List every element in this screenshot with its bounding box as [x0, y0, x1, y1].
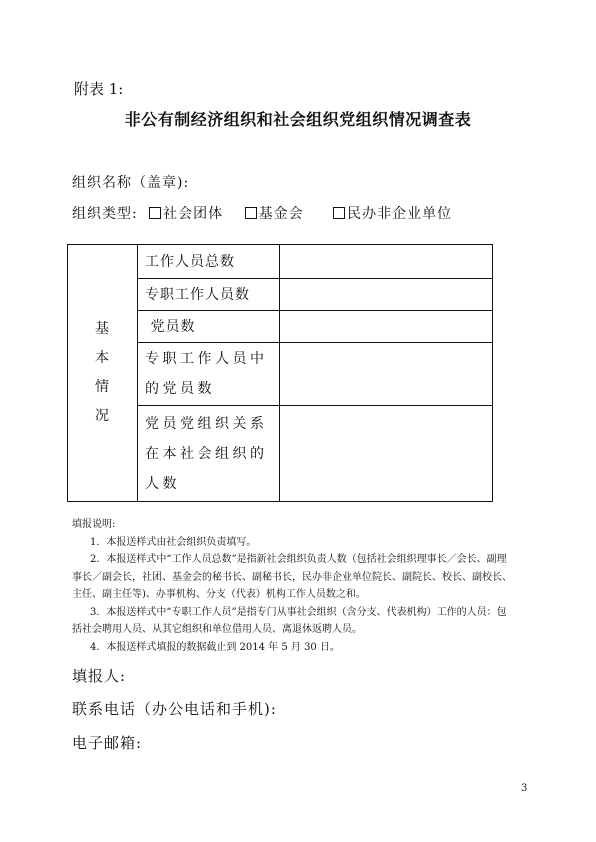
checkbox-icon[interactable]: [333, 207, 345, 219]
row-label-total-staff: 工作人员总数: [138, 245, 280, 279]
value-cell-fulltime-party-members[interactable]: [280, 343, 493, 406]
page-title: 非公有制经济组织和社会组织党组织情况调查表: [124, 110, 472, 129]
option-label: 民办非企业单位: [347, 206, 453, 222]
org-type-label: 组织类型:: [72, 206, 138, 222]
org-type-option-private-nonenterprise[interactable]: [333, 206, 452, 222]
org-type-option-social-group[interactable]: [149, 206, 223, 222]
row-label-party-relation-members: 党员党组织关系在本社会组织的人数: [138, 406, 280, 502]
value-cell-party-members[interactable]: [280, 311, 493, 343]
value-cell-fulltime-staff[interactable]: [280, 279, 493, 311]
email-label: 电子邮箱:: [72, 734, 143, 752]
row-label-fulltime-party-members: 专职工作人员中的党员数: [138, 343, 280, 406]
checkbox-icon[interactable]: [149, 207, 161, 219]
notes-heading: 填报说明:: [72, 519, 116, 530]
side-char: 况: [95, 408, 110, 424]
note-item: 1．本报送样式由社会组织负责填写。: [90, 536, 257, 548]
fill-notes: [72, 516, 512, 656]
option-label: 基金会: [258, 206, 304, 222]
note-item: 4．本报送样式填报的数据截止到 2014 年 5 月 30 日。: [90, 641, 340, 653]
side-char: 基: [95, 321, 110, 337]
side-char: 情: [95, 379, 110, 395]
note-item: 3．本报送样式中“专职工作人员”是指专门从事社会组织（含分支、代表机构）工作的人员：包括社会聘用人员、从其它组织和单位借用人员、离退休返聘人员。: [72, 606, 507, 635]
annex-label: 附表 1:: [74, 80, 124, 98]
page-number: 3: [521, 783, 528, 794]
side-header: [68, 245, 138, 502]
option-label: 社会团体: [163, 206, 224, 222]
value-cell-total-staff[interactable]: [280, 245, 493, 279]
note-item: 2．本报送样式中“工作人员总数”是指新社会组织负责人数（包括社会组织理事长／会长、副理事长／副会长，社团、基金会的秘书长、副秘书长，民办非企业单位院长、副院长、校长、副校长、主任、副主任等)、办事机构、分支（代表）机构工作人员数之和。: [72, 554, 512, 600]
row-label-party-members: 党员数: [138, 311, 280, 343]
side-char: 本: [95, 350, 110, 366]
value-cell-party-relation-members[interactable]: [280, 406, 493, 502]
org-type-row: [72, 203, 452, 223]
org-name-label: 组织名称（盖章):: [72, 175, 190, 191]
org-type-option-foundation[interactable]: [245, 206, 304, 222]
phone-label: 联系电话（办公电话和手机):: [72, 700, 277, 718]
checkbox-icon[interactable]: [245, 207, 257, 219]
filler-label: 填报人:: [72, 667, 127, 685]
row-label-fulltime-staff: 专职工作人员数: [138, 279, 280, 311]
basic-info-table: [67, 244, 493, 502]
